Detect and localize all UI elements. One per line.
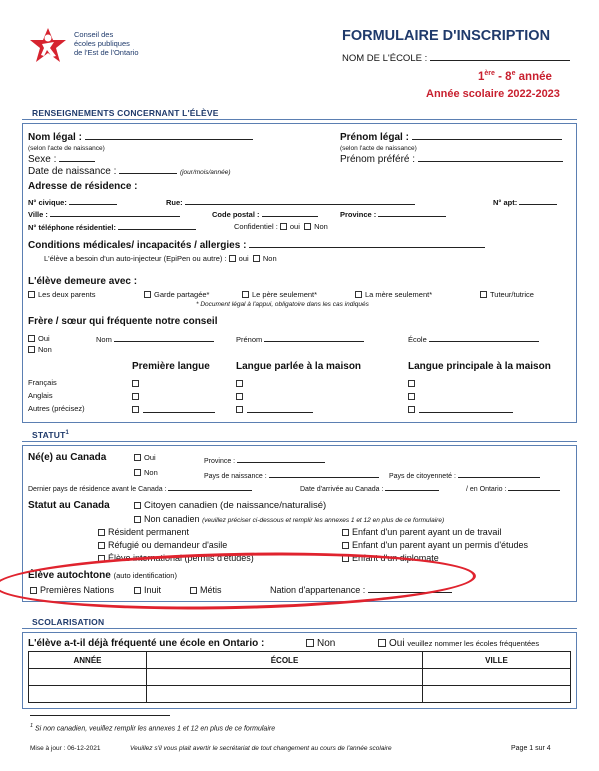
province-field[interactable] xyxy=(340,209,446,219)
preferred-name-field[interactable] xyxy=(340,154,563,165)
confidential-yes-label: oui xyxy=(289,222,300,231)
lang-header-first: Première langue xyxy=(132,361,210,372)
lives-with-father[interactable] xyxy=(242,290,317,299)
last-country-field[interactable] xyxy=(28,483,252,493)
col-city-header: VILLE xyxy=(423,652,571,669)
lang-row-other: Autres (précisez) xyxy=(28,404,85,413)
refugee-label: Réfugié ou demandeur d'asile xyxy=(108,540,228,550)
sibling-first-name-label: Prénom xyxy=(236,335,263,344)
logo-line-1: Conseil des xyxy=(74,30,114,39)
street-field[interactable] xyxy=(166,197,415,207)
province-label: Province : xyxy=(340,210,377,219)
lang-spoken-other-field[interactable] xyxy=(247,405,313,413)
study-permit-child-checkbox[interactable] xyxy=(342,542,349,549)
epipen-no-checkbox[interactable] xyxy=(253,255,260,262)
lives-with-mother-label: La mère seulement* xyxy=(365,290,433,299)
civic-number-label: N° civique: xyxy=(28,198,67,207)
legal-name-field[interactable] xyxy=(28,132,253,143)
city-cell[interactable] xyxy=(423,686,571,703)
lang-first-other-field[interactable] xyxy=(143,405,215,413)
ontario-school-question: L'élève a-t-il déjà fréquenté une école en Ontario : xyxy=(28,638,265,649)
epipen-no-label: Non xyxy=(262,254,277,263)
citizen-option[interactable] xyxy=(134,500,326,511)
lang-main-other-field[interactable] xyxy=(419,405,513,413)
indigenous-note: (auto identification) xyxy=(113,571,177,580)
confidential-no-label: Non xyxy=(314,222,328,231)
status-section-divider xyxy=(22,441,577,442)
ontario-date-field[interactable] xyxy=(466,483,560,493)
logo-star-icon xyxy=(30,26,70,66)
sibling-yes-checkbox[interactable] xyxy=(28,335,35,342)
school-cell[interactable] xyxy=(147,669,423,686)
sibling-no-checkbox[interactable] xyxy=(28,346,35,353)
apt-label: N° apt: xyxy=(493,198,518,207)
metis-label: Métis xyxy=(200,585,222,595)
lang-spoken-other-checkbox[interactable] xyxy=(236,406,243,413)
status-title-text: STATUT xyxy=(32,430,66,440)
address-label: Adresse de résidence : xyxy=(28,181,138,192)
citizen-checkbox[interactable] xyxy=(134,502,141,509)
apt-field[interactable] xyxy=(493,197,557,207)
grade-start-sup: ère xyxy=(484,70,495,77)
confidential-yes-checkbox[interactable] xyxy=(280,223,287,230)
sibling-no-label: Non xyxy=(38,345,52,354)
ontario-school-no[interactable] xyxy=(306,638,335,649)
arrival-date-label: Date d'arrivée au Canada : xyxy=(300,486,384,493)
lives-with-mother-checkbox[interactable] xyxy=(355,291,362,298)
refugee-checkbox[interactable] xyxy=(98,542,105,549)
lang-main-other-checkbox[interactable] xyxy=(408,406,415,413)
epipen-yes-checkbox[interactable] xyxy=(229,255,236,262)
lives-with-guardian[interactable] xyxy=(480,290,534,299)
permanent-resident-checkbox[interactable] xyxy=(98,529,105,536)
born-canada-no[interactable] xyxy=(134,468,158,477)
city-label: Ville : xyxy=(28,210,48,219)
study-permit-child-option[interactable] xyxy=(342,540,528,550)
nation-label: Nation d'appartenance : xyxy=(270,585,366,595)
school-cell[interactable] xyxy=(147,686,423,703)
schools-table xyxy=(28,651,571,703)
ontario-school-yes-label: Oui xyxy=(389,638,405,649)
lives-with-shared[interactable] xyxy=(144,290,209,299)
sibling-first-name-field[interactable] xyxy=(236,334,364,344)
refugee-option[interactable] xyxy=(98,540,227,550)
logo-line-2: écoles publiques xyxy=(74,39,130,48)
phone-label: N° téléphone résidentiel: xyxy=(28,223,117,232)
citizenship-country-label: Pays de citoyenneté : xyxy=(389,473,456,480)
non-citizen-option[interactable] xyxy=(134,514,444,524)
city-field[interactable] xyxy=(28,209,180,219)
sex-label: Sexe : xyxy=(28,154,57,165)
lang-header-spoken: Langue parlée à la maison xyxy=(236,361,362,372)
born-canada-no-checkbox[interactable] xyxy=(134,469,141,476)
year-cell[interactable] xyxy=(29,669,147,686)
sibling-name-field[interactable] xyxy=(96,334,214,344)
sibling-yes-label: Oui xyxy=(38,334,50,343)
born-canada-label: Né(e) au Canada xyxy=(28,452,107,463)
lang-spoken-french-checkbox[interactable] xyxy=(236,380,243,387)
schooling-section-divider xyxy=(22,628,577,629)
permanent-resident-option[interactable] xyxy=(98,527,189,537)
col-school-header: ÉCOLE xyxy=(147,652,423,669)
lang-spoken-english-checkbox[interactable] xyxy=(236,393,243,400)
grade-range xyxy=(478,70,552,83)
work-permit-child-option[interactable] xyxy=(342,527,501,537)
confidential-field xyxy=(234,222,328,231)
born-canada-yes-checkbox[interactable] xyxy=(134,454,141,461)
grade-end: 8 xyxy=(505,70,512,83)
logo-text xyxy=(74,30,139,57)
grade-start: 1 xyxy=(478,70,485,83)
lives-with-guardian-label: Tuteur/tutrice xyxy=(490,290,534,299)
legal-name-note: (selon l'acte de naissance) xyxy=(28,145,105,152)
study-permit-child-label: Enfant d'un parent ayant un permis d'études xyxy=(352,540,529,550)
non-citizen-checkbox[interactable] xyxy=(134,516,141,523)
lang-main-french-checkbox[interactable] xyxy=(408,380,415,387)
city-cell[interactable] xyxy=(423,669,571,686)
schooling-section-title: SCOLARISATION xyxy=(32,617,105,627)
grade-suffix: année xyxy=(515,70,552,83)
postal-code-label: Code postal : xyxy=(212,210,260,219)
sibling-label: Frère / sœur qui fréquente notre conseil xyxy=(28,316,218,327)
street-label: Rue: xyxy=(166,198,183,207)
footnote-mark: 1 xyxy=(30,723,34,729)
ontario-date-label: / en Ontario : xyxy=(466,486,507,493)
epipen-field xyxy=(44,254,277,263)
medical-field[interactable] xyxy=(28,240,485,251)
table-row xyxy=(29,669,571,686)
lives-with-label: L'élève demeure avec : xyxy=(28,276,138,287)
born-canada-yes-label: Oui xyxy=(144,453,156,462)
birth-date-format: (jour/mois/année) xyxy=(179,169,231,176)
canada-status-label: Statut au Canada xyxy=(28,500,110,511)
non-citizen-label: Non canadien xyxy=(144,514,200,524)
student-section-title: RENSEIGNEMENTS CONCERNANT L'ÉLÈVE xyxy=(32,108,219,118)
lives-with-shared-label: Garde partagée* xyxy=(154,290,210,299)
international-label: Élève international (permis d'études) xyxy=(108,553,254,563)
sibling-school-field[interactable] xyxy=(408,334,539,344)
lives-with-father-label: Le père seulement* xyxy=(252,290,318,299)
diplomat-child-label: Enfant d'un diplomate xyxy=(352,553,439,563)
col-year-header: ANNÉE xyxy=(29,652,147,669)
lives-with-both-parents-label: Les deux parents xyxy=(38,290,96,299)
grade-end-sup: e xyxy=(511,70,516,77)
school-name-label: NOM DE L'ÉCOLE : xyxy=(342,53,428,64)
lives-with-guardian-checkbox[interactable] xyxy=(480,291,487,298)
non-citizen-note: (veuillez préciser ci-dessous et remplir les annexes 1 et 12 en plus de ce formulaire) xyxy=(202,517,445,524)
lives-with-both-parents[interactable] xyxy=(28,290,96,299)
lang-main-english-checkbox[interactable] xyxy=(408,393,415,400)
postal-code-field[interactable] xyxy=(212,209,318,219)
citizen-label: Citoyen canadien (de naissance/naturalisé) xyxy=(144,500,327,511)
birth-country-label: Pays de naissance : xyxy=(204,473,267,480)
lives-with-note: * Document légal à l'appui, obligatoire dans les cas indiqués xyxy=(196,301,369,308)
arrival-date-field[interactable] xyxy=(300,483,439,493)
first-nations-label: Premières Nations xyxy=(40,585,115,595)
lives-with-father-checkbox[interactable] xyxy=(242,291,249,298)
grade-sep: - xyxy=(494,70,506,83)
legal-first-name-note: (selon l'acte de naissance) xyxy=(340,145,417,152)
inuit-label: Inuit xyxy=(144,585,162,595)
footnote-text: Si non canadien, veuillez remplir les annexes 1 et 12 en plus de ce formulaire xyxy=(35,725,276,733)
civic-number-field[interactable] xyxy=(28,197,117,207)
work-permit-child-checkbox[interactable] xyxy=(342,529,349,536)
work-permit-child-label: Enfant d'un parent ayant un de travail xyxy=(352,527,502,537)
lang-header-main: Langue principale à la maison xyxy=(408,361,551,372)
lives-with-shared-checkbox[interactable] xyxy=(144,291,151,298)
last-country-label: Dernier pays de résidence avant le Canada : xyxy=(28,486,167,493)
sibling-name-label: Nom xyxy=(96,335,112,344)
indigenous-label: Élève autochtone xyxy=(28,570,111,581)
confidential-label: Confidentiel : xyxy=(234,222,278,231)
birth-province-label: Province : xyxy=(204,458,236,465)
sibling-no[interactable] xyxy=(28,345,52,354)
permanent-resident-label: Résident permanent xyxy=(108,527,190,537)
ontario-school-yes[interactable] xyxy=(378,638,539,649)
legal-first-name-field[interactable] xyxy=(340,132,562,143)
footer-notice: Veuillez s'il vous plait avertir le secrétariat de tout changement au cours de l'année scolaire xyxy=(130,745,392,752)
sex-field[interactable] xyxy=(28,154,95,165)
lang-first-other-checkbox[interactable] xyxy=(132,406,139,413)
lives-with-mother[interactable] xyxy=(355,290,432,299)
citizenship-country-field[interactable] xyxy=(389,470,540,480)
birth-country-field[interactable] xyxy=(204,470,379,480)
phone-field[interactable] xyxy=(28,222,196,232)
born-canada-yes[interactable] xyxy=(134,453,156,462)
lang-row-english: Anglais xyxy=(28,391,53,400)
lang-row-french: Français xyxy=(28,378,57,387)
ontario-school-no-label: Non xyxy=(317,638,336,649)
status-section-title xyxy=(32,430,69,440)
lang-first-english-checkbox[interactable] xyxy=(132,393,139,400)
preferred-name-label: Prénom préféré : xyxy=(340,154,416,165)
birth-date-field[interactable] xyxy=(28,166,231,177)
form-title: FORMULAIRE D'INSCRIPTION xyxy=(342,28,551,44)
ontario-school-yes-checkbox[interactable] xyxy=(378,639,386,647)
schools-table-header xyxy=(29,652,571,669)
lives-with-both-parents-checkbox[interactable] xyxy=(28,291,35,298)
birth-date-label: Date de naissance : xyxy=(28,166,117,177)
page-number: Page 1 sur 4 xyxy=(511,745,551,752)
born-canada-no-label: Non xyxy=(144,468,158,477)
epipen-yes-label: oui xyxy=(238,254,249,263)
birth-province-field[interactable] xyxy=(204,455,325,465)
sibling-yes[interactable] xyxy=(28,334,50,343)
lang-first-french-checkbox[interactable] xyxy=(132,380,139,387)
legal-name-label: Nom légal : xyxy=(28,132,82,143)
year-cell[interactable] xyxy=(29,686,147,703)
updated-date: Mise à jour : 06-12-2021 xyxy=(30,745,101,752)
footnote xyxy=(30,723,275,732)
ontario-school-no-checkbox[interactable] xyxy=(306,639,314,647)
ontario-school-yes-note: veuillez nommer les écoles fréquentées xyxy=(407,639,540,648)
legal-first-name-label: Prénom légal : xyxy=(340,132,409,143)
confidential-no-checkbox[interactable] xyxy=(304,223,311,230)
status-footnote-mark: 1 xyxy=(65,430,70,437)
logo-line-3: de l'Est de l'Ontario xyxy=(74,48,139,57)
footnote-divider xyxy=(30,715,170,716)
school-year: Année scolaire 2022-2023 xyxy=(426,88,560,100)
student-section-divider xyxy=(22,119,577,120)
medical-label: Conditions médicales/ incapacités / allergies : xyxy=(28,240,247,251)
sibling-school-label: École xyxy=(408,335,427,344)
logo xyxy=(30,26,70,66)
epipen-label: L'élève a besoin d'un auto-injecteur (EpiPen ou autre) : xyxy=(44,254,227,263)
table-row xyxy=(29,686,571,703)
school-name-field[interactable] xyxy=(342,53,570,64)
